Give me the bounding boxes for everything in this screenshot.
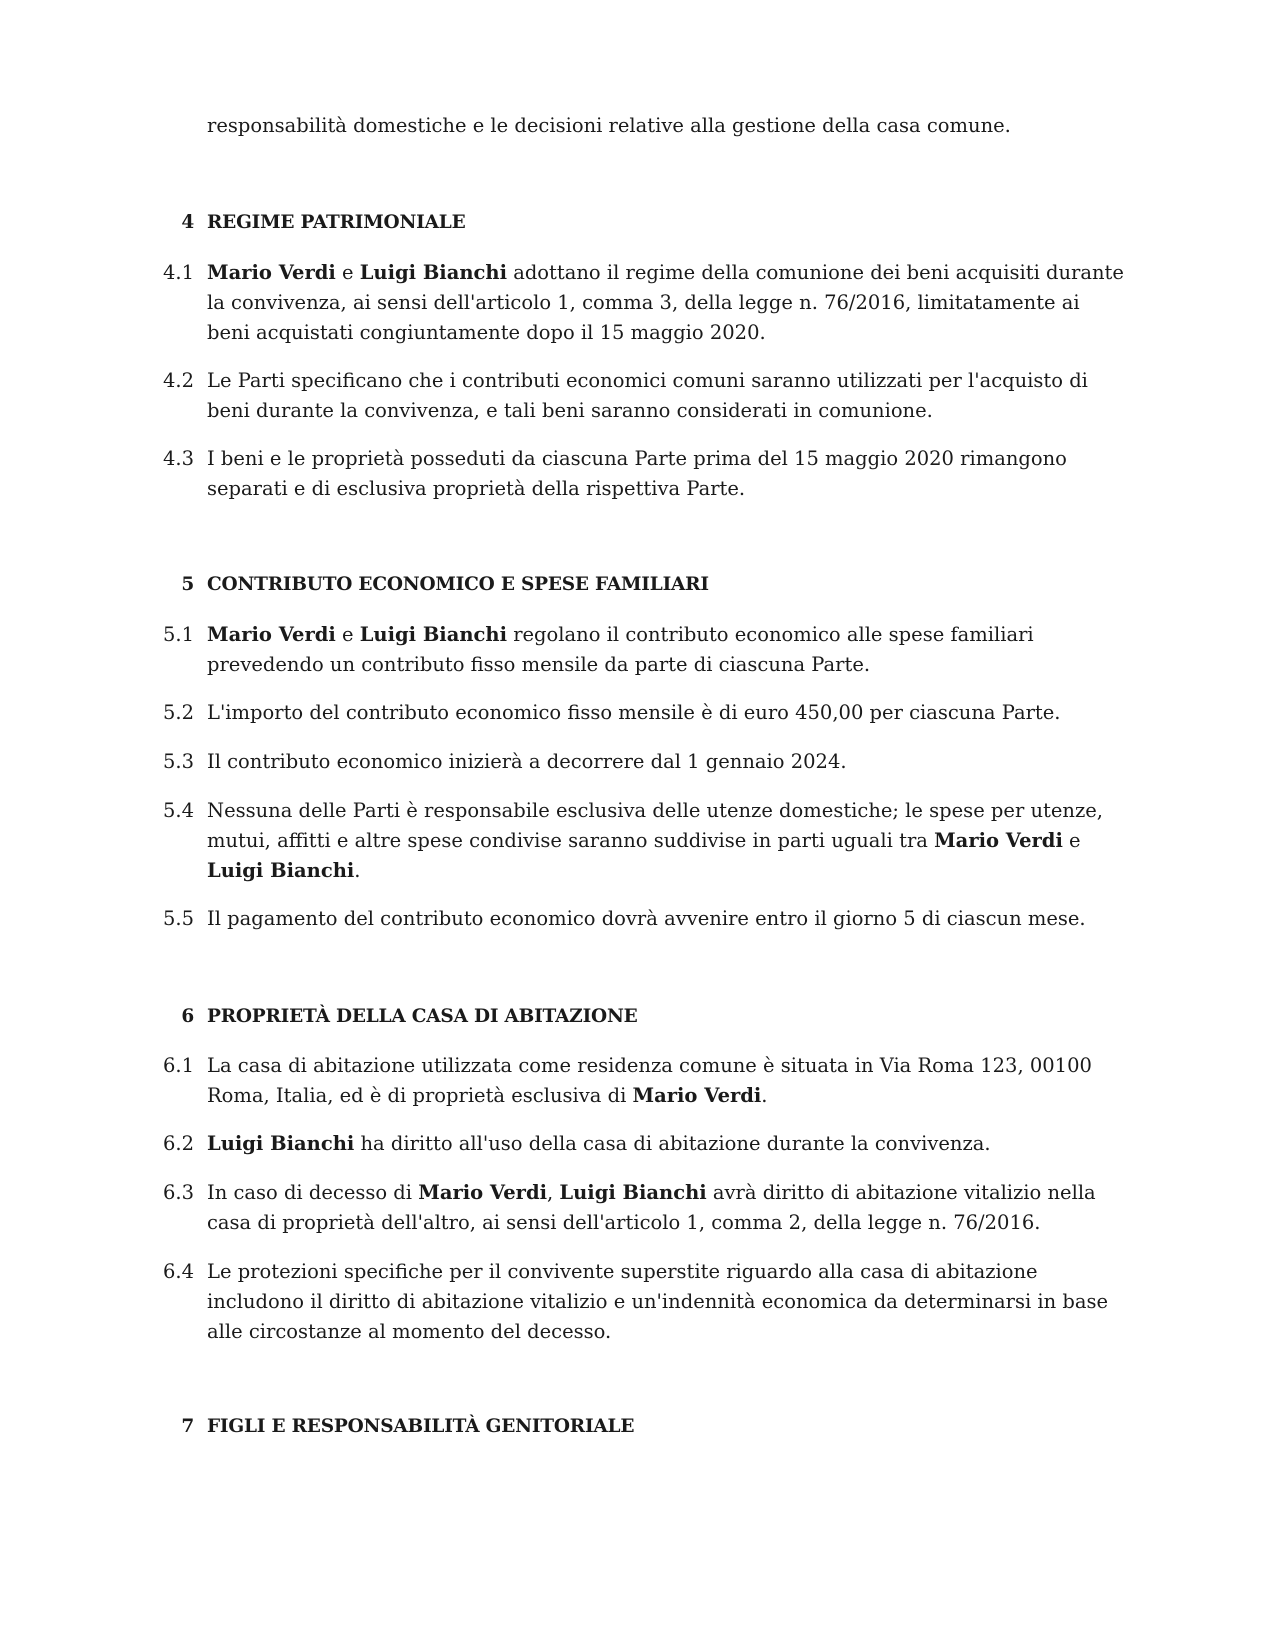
party-name: Luigi Bianchi: [359, 623, 507, 646]
clause-number: 6.3: [162, 1181, 194, 1204]
section-title: FIGLI E RESPONSABILITÀ GENITORIALE: [207, 1416, 635, 1437]
section-title: PROPRIETÀ DELLA CASA DI ABITAZIONE: [207, 1006, 638, 1027]
clause-text: I beni e le proprietà posseduti da ciascuna Parte prima del 15 maggio 2020 rimangono separati e di esclusiva proprietà della rispettiva Parte.: [207, 447, 1067, 500]
clause-text: Luigi Bianchi ha diritto all'uso della casa di abitazione durante la convivenza.: [207, 1132, 991, 1155]
clause-number: 4.2: [162, 369, 194, 392]
clause-text: La casa di abitazione utilizzata come residenza comune è situata in Via Roma 123, 00100 Roma, Italia, ed è di proprietà esclusiva di Mario Verdi.: [207, 1054, 1092, 1107]
clause-text: L'importo del contributo economico fisso mensile è di euro 450,00 per ciascuna Parte.: [207, 701, 1061, 724]
clause-number: 6.1: [162, 1054, 194, 1077]
clause-text: Le protezioni specifiche per il convivente superstite riguardo alla casa di abitazione includono il diritto di abitazione vitalizio e un'indennità economica da determinarsi in base alle circostanze al momento del decesso.: [207, 1260, 1109, 1343]
party-name: Luigi Bianchi: [207, 859, 355, 882]
section-title: REGIME PATRIMONIALE: [207, 212, 466, 233]
clause-number: 5.4: [162, 799, 194, 822]
clause-text: In caso di decesso di Mario Verdi, Luigi Bianchi avrà diritto di abitazione vitalizio nella casa di proprietà dell'altro, ai sensi dell'articolo 1, comma 2, della legge n. 76/2016.: [207, 1181, 1096, 1234]
party-name: Mario Verdi: [418, 1181, 547, 1204]
clause-text: Mario Verdi e Luigi Bianchi regolano il contributo economico alle spese familiari prevedendo un contributo fisso mensile da parte di ciascuna Parte.: [207, 623, 1034, 676]
paragraph-text: responsabilità domestiche e le decisioni relative alla gestione della casa comune.: [207, 114, 1011, 137]
party-name: Mario Verdi: [207, 623, 336, 646]
section-number: 6: [181, 1006, 194, 1027]
section-title: CONTRIBUTO ECONOMICO E SPESE FAMILIARI: [207, 574, 709, 595]
clause-text: Il contributo economico inizierà a decorrere dal 1 gennaio 2024.: [207, 750, 847, 773]
section-number: 7: [181, 1416, 194, 1437]
clause-number: 5.2: [162, 701, 194, 724]
section-number: 4: [181, 212, 194, 233]
party-name: Luigi Bianchi: [207, 1132, 355, 1155]
clause-number: 5.5: [162, 907, 194, 930]
clause-number: 4.1: [162, 261, 194, 284]
clause-text: Mario Verdi e Luigi Bianchi adottano il regime della comunione dei beni acquisiti durante la convivenza, ai sensi dell'articolo 1, comma 3, della legge n. 76/2016, limitatamente ai beni acquistati congiuntamente dopo il 15 maggio 2020.: [207, 261, 1124, 344]
party-name: Luigi Bianchi: [559, 1181, 707, 1204]
clause-number: 4.3: [162, 447, 194, 470]
clause-number: 5.1: [162, 623, 194, 646]
clause-text: Nessuna delle Parti è responsabile esclusiva delle utenze domestiche; le spese per utenze, mutui, affitti e altre spese condivise saranno suddivise in parti uguali tra Mario Verdi e Luigi Bianchi.: [207, 799, 1103, 882]
party-name: Mario Verdi: [632, 1084, 762, 1107]
section-number: 5: [181, 574, 194, 595]
clause-number: 6.2: [162, 1132, 194, 1155]
clause-text: Le Parti specificano che i contributi economici comuni saranno utilizzati per l'acquisto di beni durante la convivenza, e tali beni saranno considerati in comunione.: [207, 369, 1088, 422]
clause-number: 5.3: [162, 750, 194, 773]
party-name: Luigi Bianchi: [359, 261, 507, 284]
clause-text: Il pagamento del contributo economico dovrà avvenire entro il giorno 5 di ciascun mese.: [207, 907, 1086, 930]
party-name: Mario Verdi: [934, 829, 1063, 852]
party-name: Mario Verdi: [207, 261, 336, 284]
clause-number: 6.4: [162, 1260, 194, 1283]
